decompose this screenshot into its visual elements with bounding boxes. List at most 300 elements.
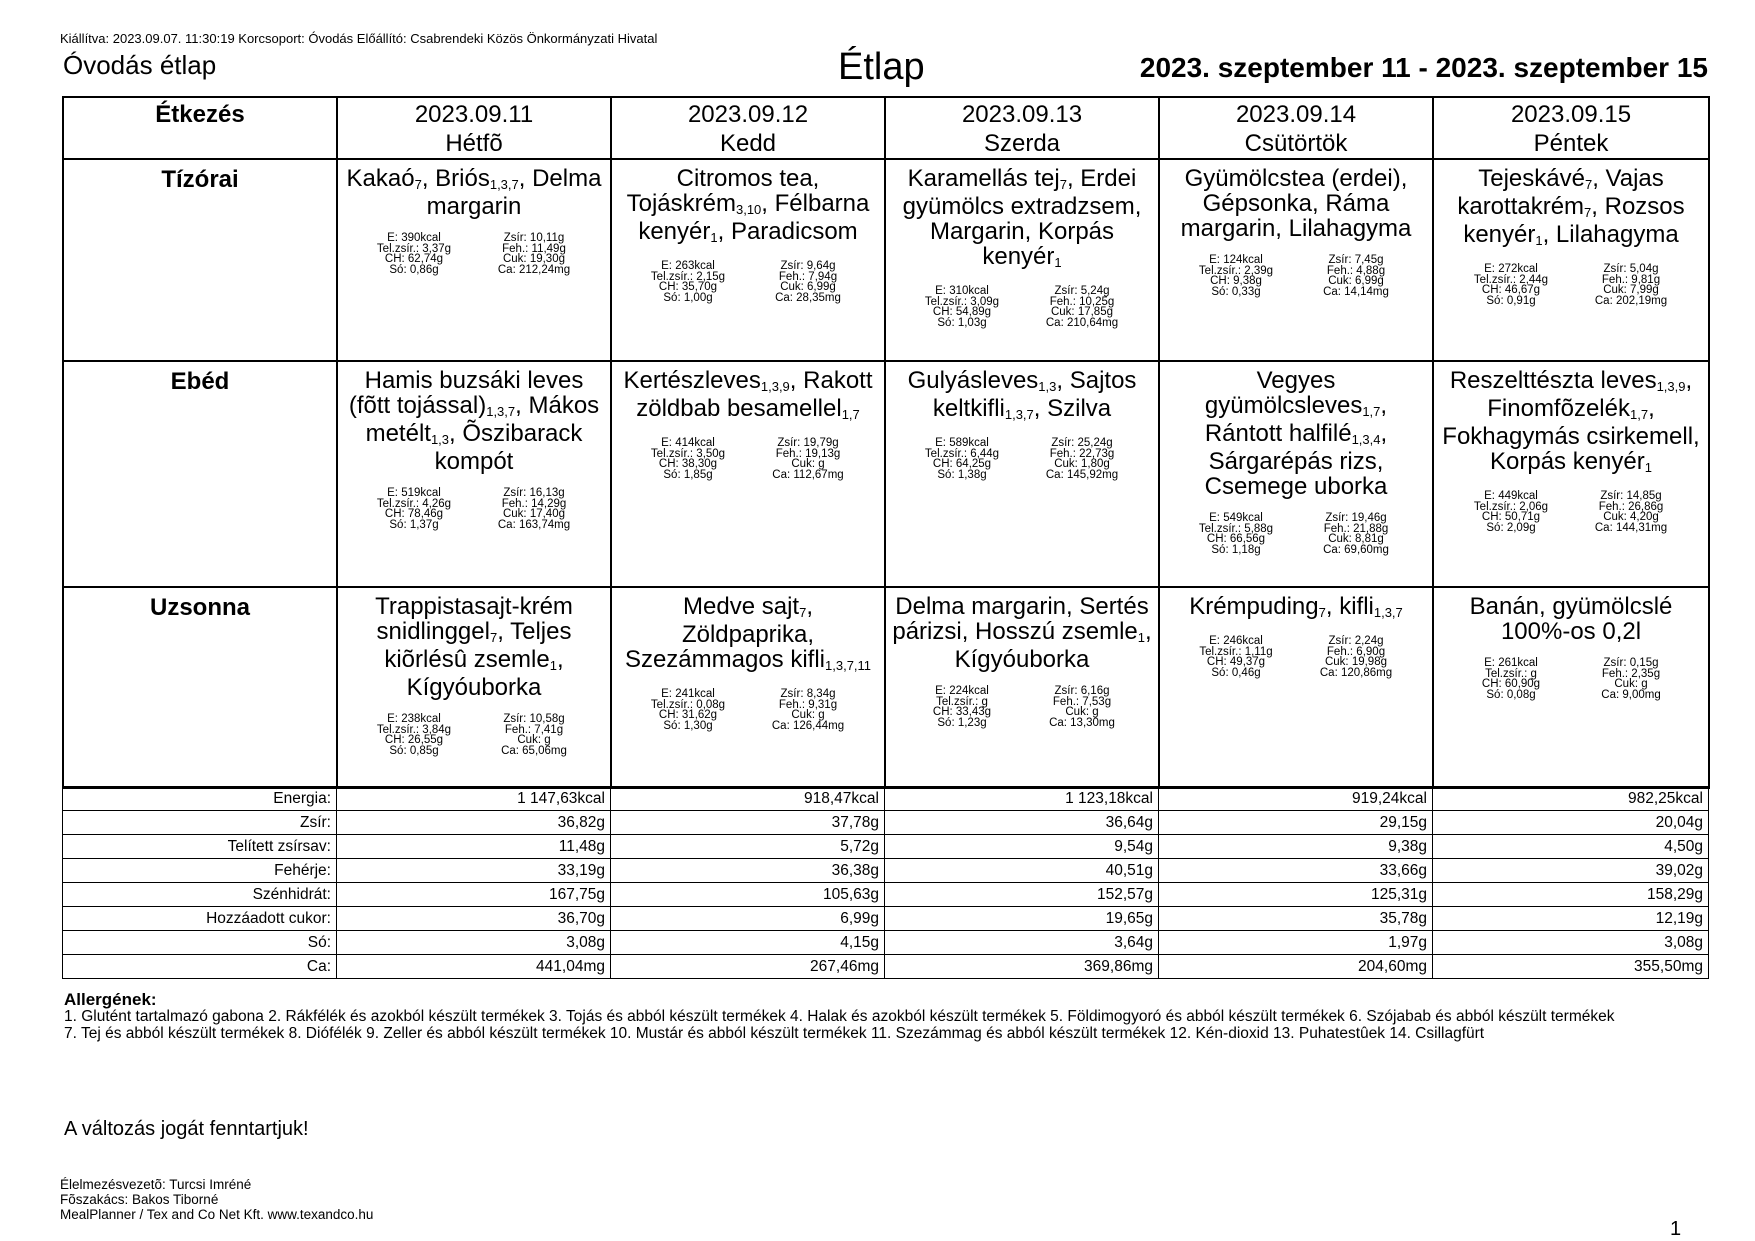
nutrition-value: E: 246kcal: [1209, 635, 1263, 647]
day-date: 2023.09.11: [414, 101, 534, 128]
day-header: [1159, 97, 1433, 159]
totals-value: 982,25kcal: [1433, 787, 1709, 811]
allergen-codes: 1: [1644, 460, 1652, 475]
meal-cell: [1159, 361, 1433, 587]
nutrition-value: Tel.zsír.: 3,84g: [376, 723, 452, 736]
nutrition-value: Ca: 65,06mg: [501, 744, 567, 757]
day-header: [337, 97, 611, 159]
allergen-codes: 7: [489, 630, 498, 645]
nutrition-value: Cuk: 17,85g: [1050, 306, 1113, 318]
nutrition-info: [354, 233, 594, 275]
dish-part: Vegyes gyümölcsleves: [1204, 367, 1363, 419]
meal-cell: [611, 587, 885, 788]
nutrition-value: Zsír: 10,58g: [503, 713, 565, 725]
totals-value: 4,50g: [1433, 835, 1709, 859]
dish-part: , Zöldpaprika, Szezámmagos kifli: [624, 593, 826, 673]
totals-value: 12,19g: [1433, 907, 1709, 931]
totals-label: Ca:: [63, 955, 337, 979]
nutrition-value: Zsír: 19,46g: [1325, 512, 1387, 524]
totals-value: 105,63g: [611, 883, 885, 907]
nutrition-value: Só: 0,46g: [1211, 666, 1261, 679]
nutrition-value: Feh.: 21,88g: [1323, 522, 1389, 535]
nutrition-info: [902, 686, 1142, 728]
meal-label: Uzsonna: [63, 587, 337, 788]
dish-part: Karamellás tej: [907, 165, 1060, 192]
meal-cell: [1159, 159, 1433, 361]
meal-column-header: Étkezés: [63, 97, 337, 159]
dish-part: , Õszibarack kompót: [434, 420, 583, 475]
dish-part: , Szilva: [1033, 395, 1112, 422]
nutrition-value: CH: 26,55g: [384, 734, 444, 746]
dish-part: , Vajas karottakrém: [1457, 165, 1664, 220]
totals-label: Zsír:: [63, 811, 337, 835]
nutrition-value: E: 390kcal: [387, 232, 441, 244]
page-title: Étlap: [838, 46, 925, 88]
nutrition-info: [628, 438, 868, 480]
dish-part: , Briós: [421, 165, 490, 192]
dish-text: [1164, 166, 1428, 241]
nutrition-value: Feh.: 7,41g: [504, 723, 564, 736]
dish-text: [1438, 368, 1704, 477]
nutrition-totals-table: [62, 786, 1709, 979]
nutrition-value: Zsír: 19,79g: [777, 437, 839, 449]
nutrition-value: E: 414kcal: [661, 437, 715, 449]
day-header: [885, 97, 1159, 159]
allergens-line: 7. Tej és abból készült termékek 8. Diófélék 9. Zeller és abból készült termékek 10. Mustár és abból készült termékek 11. Szezámmag és abból készült termékek 12. Kén-dioxid 13. Puhatestûek 14. Csillagfürt: [64, 1025, 1485, 1042]
totals-value: 355,50mg: [1433, 955, 1709, 979]
nutrition-info: [628, 261, 868, 303]
page-number: 1: [1670, 1218, 1682, 1240]
nutrition-value: Ca: 202,19mg: [1594, 294, 1668, 307]
nutrition-value: CH: 49,37g: [1206, 656, 1266, 668]
totals-value: 9,54g: [885, 835, 1159, 859]
meal-cell: [337, 587, 611, 788]
nutrition-value: Feh.: 9,81g: [1601, 273, 1661, 286]
allergen-codes: 1,3,7: [489, 177, 519, 192]
nutrition-value: Tel.zsír.: 3,37g: [376, 242, 452, 255]
totals-label: Fehérje:: [63, 859, 337, 883]
dish-part: , Finomfõzelék: [1487, 367, 1693, 422]
totals-value: 36,64g: [885, 811, 1159, 835]
day-date: 2023.09.12: [687, 101, 809, 128]
nutrition-info: [902, 438, 1142, 480]
nutrition-value: Tel.zsír.: 5,88g: [1198, 522, 1274, 535]
dish-text: [342, 166, 606, 219]
nutrition-value: Feh.: 14,29g: [501, 497, 567, 510]
nutrition-value: CH: 54,89g: [932, 306, 992, 318]
totals-value: 33,19g: [337, 859, 611, 883]
dish-part: , Rozsos kenyér: [1463, 193, 1685, 248]
totals-value: 369,86mg: [885, 955, 1159, 979]
nutrition-info: [628, 689, 868, 731]
totals-value: 125,31g: [1159, 883, 1433, 907]
nutrition-value: CH: 66,56g: [1206, 533, 1266, 545]
nutrition-info: [1451, 658, 1691, 700]
nutrition-value: Zsír: 10,11g: [503, 232, 565, 244]
meal-row: [63, 159, 1709, 361]
allergen-codes: 1: [710, 230, 718, 245]
totals-value: 40,51g: [885, 859, 1159, 883]
nutrition-value: Só: 1,23g: [937, 716, 987, 729]
day-name: Csütörtök: [1244, 130, 1348, 157]
nutrition-value: Ca: 163,74mg: [497, 518, 571, 531]
nutrition-value: Só: 0,08g: [1486, 688, 1536, 701]
meal-cell: [885, 361, 1159, 587]
nutrition-value: Ca: 126,44mg: [771, 719, 845, 732]
totals-value: 36,82g: [337, 811, 611, 835]
nutrition-value: Cuk: g: [1614, 678, 1648, 690]
dish-part: , Sárgarépás rizs, Csemege uborka: [1204, 420, 1388, 500]
nutrition-value: Só: 0,86g: [389, 263, 439, 276]
nutrition-value: Feh.: 7,53g: [1052, 695, 1112, 708]
nutrition-value: Tel.zsír.: 4,26g: [376, 497, 452, 510]
nutrition-info: [1451, 491, 1691, 533]
nutrition-value: Ca: 120,86mg: [1319, 666, 1393, 679]
nutrition-value: E: 272kcal: [1484, 263, 1538, 275]
totals-value: 158,29g: [1433, 883, 1709, 907]
nutrition-value: CH: 31,62g: [658, 709, 718, 721]
dish-text: [342, 594, 606, 700]
dish-text: [890, 166, 1154, 272]
dish-part: , Rakott zöldbab besamellel: [636, 367, 873, 422]
day-name: Péntek: [1533, 130, 1609, 157]
nutrition-value: Cuk: 8,81g: [1328, 533, 1384, 545]
footer-vendor: MealPlanner / Tex and Co Net Kft. www.texandco.hu: [60, 1207, 374, 1222]
meal-cell: [1433, 587, 1709, 788]
dish-text: [1164, 594, 1428, 622]
nutrition-value: Feh.: 4,88g: [1326, 264, 1386, 277]
dish-part: Krémpuding: [1189, 593, 1319, 620]
nutrition-value: CH: 50,71g: [1481, 511, 1541, 523]
day-name: Kedd: [719, 130, 777, 157]
nutrition-value: Zsír: 6,16g: [1054, 685, 1110, 697]
footer-chef: Fõszakács: Bakos Tiborné: [60, 1192, 219, 1207]
totals-value: 3,64g: [885, 931, 1159, 955]
nutrition-value: E: 241kcal: [661, 688, 715, 700]
totals-row: [63, 859, 1709, 883]
totals-value: 9,38g: [1159, 835, 1433, 859]
menu-period: 2023. szeptember 11 - 2023. szeptember 15: [1139, 52, 1708, 83]
dish-part: , Fokhagymás csirkemell, Korpás kenyér: [1442, 395, 1700, 475]
totals-value: 167,75g: [337, 883, 611, 907]
nutrition-value: Só: 0,91g: [1486, 294, 1536, 307]
totals-value: 3,08g: [337, 931, 611, 955]
nutrition-info: [902, 286, 1142, 328]
nutrition-value: Tel.zsír.: 6,44g: [924, 447, 1000, 460]
totals-value: 267,46mg: [611, 955, 885, 979]
nutrition-value: Feh.: 10,25g: [1049, 295, 1115, 308]
nutrition-value: E: 549kcal: [1209, 512, 1263, 524]
allergen-codes: 1: [549, 658, 557, 673]
dish-text: [1438, 594, 1704, 644]
dish-part: Medve sajt: [683, 593, 800, 620]
allergen-codes: 1,3,7: [486, 404, 516, 419]
totals-row: [63, 835, 1709, 859]
nutrition-value: Ca: 13,30mg: [1049, 716, 1115, 729]
meal-cell: [611, 159, 885, 361]
allergen-codes: 1,3,7: [1373, 605, 1403, 620]
nutrition-value: Zsír: 8,34g: [780, 688, 836, 700]
dish-part: , Erdei gyümölcs extradzsem, Margarin, Korpás kenyér: [902, 165, 1142, 270]
nutrition-value: Só: 1,00g: [663, 291, 713, 304]
allergen-codes: 7: [1318, 605, 1326, 620]
nutrition-value: E: 261kcal: [1484, 657, 1538, 669]
dish-part: , Sajtos keltkifli: [932, 367, 1137, 422]
footer: [60, 1177, 373, 1222]
totals-value: 918,47kcal: [611, 787, 885, 811]
totals-value: 11,48g: [337, 835, 611, 859]
nutrition-value: CH: 38,30g: [658, 458, 718, 470]
allergen-codes: 1: [1137, 630, 1145, 645]
nutrition-info: [1176, 255, 1416, 297]
nutrition-value: Cuk: 19,98g: [1324, 656, 1387, 668]
totals-value: 37,78g: [611, 811, 885, 835]
totals-value: 29,15g: [1159, 811, 1433, 835]
dish-text: [890, 594, 1154, 672]
totals-label: Telített zsírsav:: [63, 835, 337, 859]
nutrition-value: E: 519kcal: [387, 487, 441, 499]
nutrition-value: Cuk: 4,20g: [1603, 511, 1659, 523]
nutrition-value: Cuk: g: [791, 458, 825, 470]
nutrition-value: CH: 64,25g: [932, 458, 992, 470]
day-date: 2023.09.13: [961, 101, 1083, 128]
day-header: [611, 97, 885, 159]
allergen-codes: 7: [1059, 177, 1067, 192]
dish-part: , kifli: [1325, 593, 1374, 620]
totals-row: [63, 955, 1709, 979]
totals-value: 33,66g: [1159, 859, 1433, 883]
nutrition-value: Tel.zsír.: 3,50g: [650, 447, 726, 460]
nutrition-value: CH: 62,74g: [384, 253, 444, 265]
nutrition-value: Só: 0,33g: [1211, 285, 1261, 298]
nutrition-value: Zsír: 0,15g: [1603, 657, 1659, 669]
dish-part: Trappistasajt-krém snidlinggel: [375, 593, 573, 645]
totals-value: 20,04g: [1433, 811, 1709, 835]
nutrition-value: Feh.: 22,73g: [1049, 447, 1115, 460]
totals-value: 1 123,18kcal: [885, 787, 1159, 811]
nutrition-value: CH: 60,90g: [1481, 678, 1541, 690]
nutrition-info: [354, 488, 594, 530]
totals-value: 36,38g: [611, 859, 885, 883]
nutrition-value: Tel.zsír.: 2,06g: [1473, 500, 1549, 513]
totals-value: 39,02g: [1433, 859, 1709, 883]
nutrition-value: Tel.zsír.: 0,08g: [650, 698, 726, 711]
nutrition-value: Ca: 69,60mg: [1323, 543, 1389, 556]
totals-label: Szénhidrát:: [63, 883, 337, 907]
nutrition-value: Tel.zsír.: 3,09g: [924, 295, 1000, 308]
nutrition-value: Cuk: 1,80g: [1054, 458, 1110, 470]
totals-value: 152,57g: [885, 883, 1159, 907]
dish-part: , Teljes kiõrlésû zsemle: [384, 618, 572, 673]
totals-row: [63, 787, 1709, 811]
nutrition-value: Ca: 14,14mg: [1323, 285, 1389, 298]
dish-part: Tejeskávé: [1478, 165, 1585, 192]
meal-cell: [337, 159, 611, 361]
dish-part: , Lilahagyma: [1542, 221, 1679, 248]
allergen-codes: 1,3,7: [1004, 407, 1034, 422]
meal-cell: [885, 159, 1159, 361]
nutrition-value: Só: 1,18g: [1211, 543, 1261, 556]
menu-table: [62, 96, 1710, 789]
nutrition-value: Cuk: g: [1065, 706, 1099, 718]
nutrition-value: Ca: 210,64mg: [1045, 316, 1119, 329]
dish-part: Hamis buzsáki leves (fõtt tojással): [348, 367, 584, 419]
nutrition-info: [1451, 264, 1691, 306]
allergens-line: 1. Glutént tartalmazó gabona 2. Rákfélék és azokból készült termékek 3. Tojás és abból készült termékek 4. Halak és azokból készült termékek 5. Földimogyoró és abból készült termékek 6. Szójabab és abból készült termékek: [64, 1008, 1615, 1025]
nutrition-value: Cuk: 19,30g: [502, 253, 565, 265]
nutrition-value: Tel.zsír.: 2,39g: [1198, 264, 1274, 277]
nutrition-value: Cuk: 6,99g: [780, 281, 836, 293]
nutrition-value: E: 238kcal: [387, 713, 441, 725]
meal-label: Ebéd: [63, 361, 337, 587]
nutrition-value: Tel.zsír.: 2,15g: [650, 270, 726, 283]
nutrition-value: Ca: 9,00mg: [1601, 688, 1661, 701]
nutrition-value: E: 310kcal: [935, 285, 989, 297]
allergen-codes: 7: [1584, 205, 1592, 220]
nutrition-value: Só: 1,85g: [663, 468, 713, 481]
dish-text: [1164, 368, 1428, 499]
allergens-list: [64, 1008, 1754, 1042]
nutrition-value: Cuk: g: [517, 734, 551, 746]
nutrition-value: Zsír: 16,13g: [503, 487, 565, 499]
nutrition-value: Só: 2,09g: [1486, 521, 1536, 534]
totals-label: Hozzáadott cukor:: [63, 907, 337, 931]
totals-row: [63, 811, 1709, 835]
dish-part: , Félbarna kenyér: [638, 190, 870, 245]
dish-part: Kakaó: [346, 165, 415, 192]
dish-part: , Rántott halfilé: [1204, 392, 1388, 447]
nutrition-value: Feh.: 26,86g: [1598, 500, 1664, 513]
nutrition-value: Zsír: 9,64g: [780, 260, 836, 272]
nutrition-value: Ca: 212,24mg: [497, 263, 571, 276]
allergen-codes: 1,3: [430, 432, 450, 447]
nutrition-value: Zsír: 14,85g: [1600, 490, 1662, 502]
nutrition-value: E: 224kcal: [935, 685, 989, 697]
totals-value: 919,24kcal: [1159, 787, 1433, 811]
totals-value: 4,15g: [611, 931, 885, 955]
day-name: Hétfõ: [445, 130, 503, 157]
nutrition-value: Feh.: 11,49g: [502, 242, 566, 255]
nutrition-value: Tel.zsír.: 1,11g: [1199, 645, 1273, 658]
meal-label: Tízórai: [63, 159, 337, 361]
nutrition-value: Ca: 145,92mg: [1045, 468, 1119, 481]
nutrition-value: Cuk: g: [791, 709, 825, 721]
nutrition-value: Feh.: 6,90g: [1326, 645, 1386, 658]
allergens-title: Allergének:: [64, 990, 157, 1009]
nutrition-info: [1176, 636, 1416, 678]
meal-cell: [337, 361, 611, 587]
totals-value: 19,65g: [885, 907, 1159, 931]
dish-text: [890, 368, 1154, 424]
allergen-codes: 1,3,4: [1351, 432, 1381, 447]
issued-info: Kiállítva: 2023.09.07. 11:30:19 Korcsoport: Óvodás Előállító: Csabrendeki Közös Önkormányzati Hivatal: [60, 31, 658, 46]
allergen-codes: 7: [1584, 177, 1593, 192]
dish-text: [1438, 166, 1704, 250]
meal-cell: [1433, 361, 1709, 587]
day-date: 2023.09.14: [1235, 101, 1357, 128]
totals-row: [63, 931, 1709, 955]
dish-part: Gulyásleves: [907, 367, 1039, 394]
nutrition-value: Só: 0,85g: [389, 744, 439, 757]
allergen-codes: 1,7: [1362, 404, 1381, 419]
totals-value: 204,60mg: [1159, 955, 1433, 979]
nutrition-value: Zsír: 25,24g: [1051, 437, 1113, 449]
meal-cell: [1433, 159, 1709, 361]
dish-part: , Kígyóuborka: [406, 646, 564, 701]
day-name: Szerda: [983, 130, 1061, 157]
nutrition-value: Ca: 28,35mg: [775, 291, 841, 304]
allergen-codes: 7: [799, 605, 807, 620]
nutrition-value: CH: 35,70g: [658, 281, 718, 293]
nutrition-value: Feh.: 2,35g: [1601, 667, 1661, 680]
totals-label: Só:: [63, 931, 337, 955]
footer-manager: Élelmezésvezetõ: Turcsi Imréné: [60, 1177, 252, 1192]
dish-part: , Mákos metélt: [365, 392, 600, 447]
nutrition-value: Ca: 144,31mg: [1594, 521, 1668, 534]
nutrition-value: Ca: 112,67mg: [772, 468, 844, 481]
dish-part: , Paradicsom: [717, 218, 858, 245]
meal-row: [63, 361, 1709, 587]
meal-cell: [885, 587, 1159, 788]
meal-cell: [1159, 587, 1433, 788]
allergen-codes: 1: [1535, 233, 1543, 248]
nutrition-value: CH: 9,38g: [1210, 275, 1262, 287]
allergen-codes: 3,10: [735, 202, 762, 217]
nutrition-value: E: 124kcal: [1209, 254, 1263, 266]
allergen-codes: 7: [414, 177, 422, 192]
totals-value: 5,72g: [611, 835, 885, 859]
nutrition-value: Tel.zsír.: 2,44g: [1473, 273, 1549, 286]
allergen-codes: 1: [1054, 255, 1062, 270]
totals-value: 36,70g: [337, 907, 611, 931]
totals-value: 35,78g: [1159, 907, 1433, 931]
allergen-codes: 1,7: [841, 407, 860, 422]
nutrition-value: Só: 1,38g: [937, 468, 987, 481]
nutrition-value: CH: 78,46g: [384, 508, 444, 520]
day-header: [1433, 97, 1709, 159]
dish-text: [616, 368, 880, 424]
nutrition-value: CH: 46,67g: [1481, 284, 1541, 296]
nutrition-value: Zsír: 5,24g: [1054, 285, 1110, 297]
nutrition-value: Cuk: 6,99g: [1328, 275, 1384, 287]
nutrition-info: [354, 714, 594, 756]
change-notice: A változás jogát fenntartjuk!: [64, 1118, 309, 1140]
totals-label: Energia:: [63, 787, 337, 811]
menu-subtitle: Óvodás étlap: [63, 50, 217, 80]
dish-part: , Kígyóuborka: [954, 618, 1152, 673]
dish-part: , Delma margarin: [426, 165, 602, 220]
dish-text: [616, 166, 880, 247]
day-date: 2023.09.15: [1510, 101, 1632, 128]
nutrition-value: Feh.: 7,94g: [778, 270, 838, 283]
nutrition-value: Zsír: 2,24g: [1328, 635, 1384, 647]
nutrition-value: E: 449kcal: [1484, 490, 1538, 502]
allergen-codes: 1,3,7,11: [825, 658, 872, 673]
nutrition-value: Só: 1,37g: [389, 518, 439, 531]
nutrition-value: Feh.: 9,31g: [778, 698, 838, 711]
meal-row: [63, 587, 1709, 788]
dish-text: [616, 594, 880, 675]
totals-value: 1 147,63kcal: [337, 787, 611, 811]
nutrition-value: Tel.zsír.: g: [1485, 667, 1537, 680]
nutrition-value: CH: 33,43g: [932, 706, 992, 718]
totals-value: 3,08g: [1433, 931, 1709, 955]
nutrition-value: Feh.: 19,13g: [775, 447, 841, 460]
allergen-codes: 1,3,9: [1656, 379, 1686, 394]
nutrition-value: Só: 1,30g: [663, 719, 713, 732]
allergen-codes: 1,7: [1629, 407, 1649, 422]
dish-part: Delma margarin, Sertés párizsi, Hosszú zsemle: [892, 593, 1149, 645]
